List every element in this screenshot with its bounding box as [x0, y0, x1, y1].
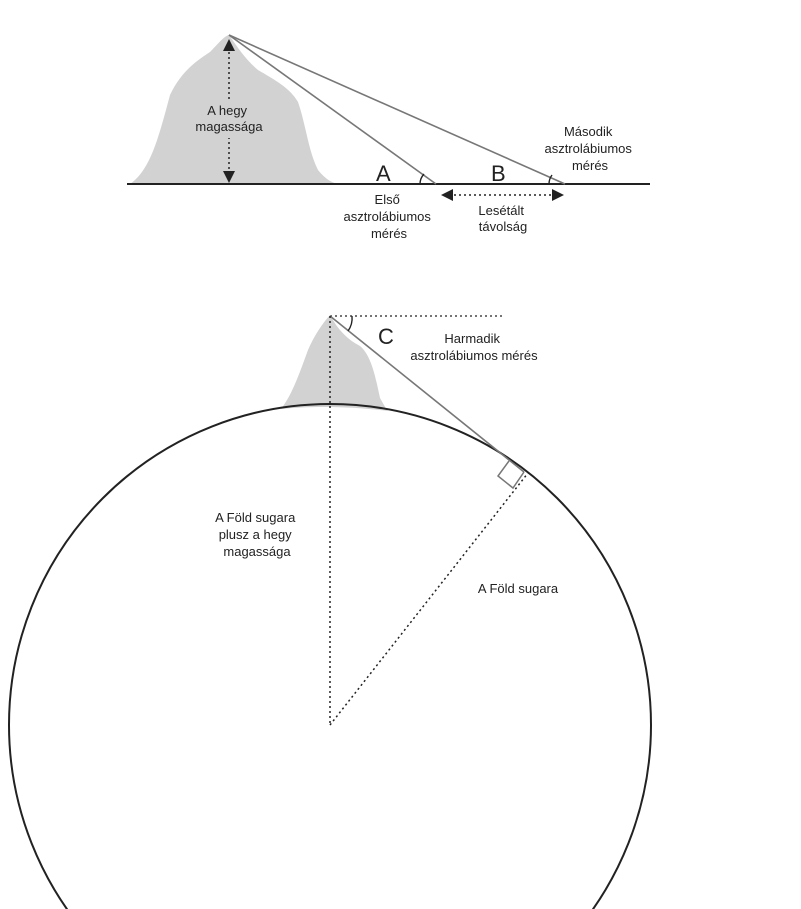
third-measurement-label: Harmadik asztrolábiumos mérés — [410, 331, 538, 363]
earth-radius-plus-height-label: A Föld sugara plusz a hegy magassága — [215, 510, 296, 559]
earth-radius-label: A Föld sugara — [477, 581, 559, 596]
earth-radius-line — [330, 473, 528, 725]
angle-b-label: B — [491, 161, 506, 186]
first-measurement-label: Első asztrolábiumos mérés — [343, 192, 431, 241]
angle-arc-c — [348, 316, 352, 331]
angle-c-label: C — [378, 324, 394, 349]
bottom-diagram — [9, 315, 651, 909]
paced-distance-label: Lesétált távolság — [478, 203, 528, 234]
mountain-height-label: A hegy magassága — [195, 103, 263, 134]
mountain-bottom — [281, 315, 388, 411]
second-measurement-label: Második asztrolábiumos mérés — [544, 124, 632, 173]
angle-a-label: A — [376, 161, 391, 186]
angle-arc-a — [420, 174, 424, 184]
top-diagram — [127, 35, 650, 241]
